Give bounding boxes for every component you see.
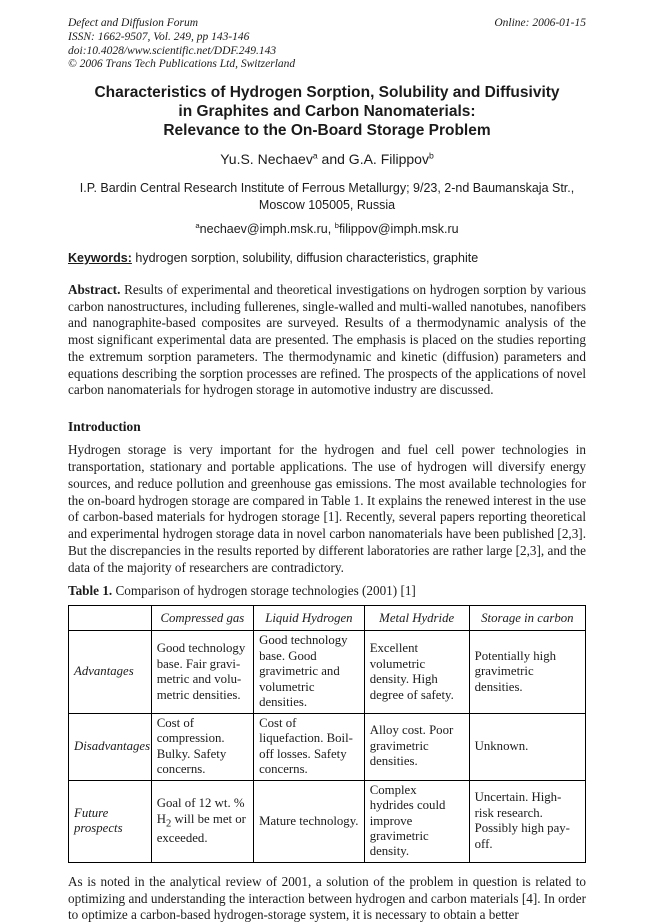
copyright-line: © 2006 Trans Tech Publications Ltd, Switzerland [68,58,296,71]
email-separator: , [327,221,335,236]
table-caption-text: Comparison of hydrogen storage technologies (2001) [1] [112,583,416,599]
row-label-disadvantages: Disadvantages [69,713,152,780]
table-cell: Excellent volumetric density. High degree of safety. [364,631,469,713]
journal-name: Defect and Diffusion Forum [68,17,198,29]
introduction-paragraph: Hydrogen storage is very important for the hydrogen and fuel cell power technologies in transportation, stationary and portable applications. The use of hydrogen will diversify energy sources, and reduce pollution and greenhouse gas emissions. The most available technologies for the on-board hydrogen storage are compared in Table 1. It explains the renewed interest in the use of carbon-based materials for hydrogen storage [1]. Recently, several papers reporting theoretical and experimental hydrogen storage data in novel carbon nanomaterials have been published [2,3]. But the discrepancies in the results reported by different laboratories are rather large [2,3], and the data of the majority of researchers are contradictory. [68,442,586,575]
affiliation-line-1: I.P. Bardin Central Research Institute of Ferrous Metallurgy; 9/23, 2-nd Baumanskaja Str., [79,181,575,196]
table-row-future-prospects [69,780,586,862]
table-cell: Good technology base. Good gravimetric and volumetric densities. [254,631,365,713]
keywords-label: Keywords: [68,250,132,265]
issn-volume-line: ISSN: 1662-9507, Vol. 249, pp 143-146 [68,30,250,43]
keywords-line [68,251,586,265]
online-date: Online: 2006-01-15 [494,17,586,29]
keywords-text: hydrogen sorption, solubility, diffusion characteristics, graphite [131,250,479,265]
email-1: nechaev@imph.msk.ru [199,221,328,236]
abstract [68,282,586,399]
table-row-advantages [69,631,586,713]
email-1-mark: a [195,220,200,230]
row-label-advantages: Advantages [69,631,152,713]
author-1: Yu.S. Nechaev [220,151,313,168]
storage-technologies-table [68,605,586,863]
goal-text-post: will be met or exceeded. [156,811,246,845]
author-2: and G.A. Filippov [317,151,429,168]
affiliation-line-2: Moscow 105005, Russia [258,197,396,212]
emails-line [68,222,586,236]
journal-header [68,17,586,72]
table-header-empty [69,606,152,631]
table-header-row [69,606,586,631]
paper-title-line-2: in Graphites and Carbon Nanomaterials: [178,103,476,121]
table-cell: Cost of compression. Bulky. Safety concerns. [151,713,253,780]
h2-subscript: 2 [165,818,172,830]
goal-text-pre: Goal of 12 wt. % H [156,796,245,826]
affiliation [68,180,586,213]
paper-title-line-3: Relevance to the On-Board Storage Problem [163,122,491,140]
author-1-affiliation-mark: a [312,150,318,161]
table-cell: Complex hydrides could improve gravimetric density. [364,780,469,862]
table-cell: Uncertain. High-risk research. Possibly high pay-off. [469,780,585,862]
table-cell: Potentially high gravimetric densities. [469,631,585,713]
abstract-text: Results of experimental and theoretical investigations on hydrogen sorption by various carbon nanostructures, including fullerenes, single-walled and multi-walled nanotubes, nanofibers and nanographite-based composites are surveyed. Results of a thermodynamic analysis of the most significant experimental data are presented. The emphasis is placed on the studies reporting the extremum sorption parameters. The thermodynamic and kinetic (diffusion) parameters and equations describing the sorption processes are refined. The prospects of the applications of novel carbon nanomaterials for hydrogen storage in automotive industry are discussed. [68,281,586,398]
row-label-future-prospects: Future prospects [69,780,152,862]
journal-header-left [68,17,295,72]
abstract-label: Abstract. [68,281,121,297]
table-row-disadvantages [69,713,586,780]
email-2-mark: b [334,220,339,230]
table-cell: Good technology base. Fair gravi-metric and volu-metric densities. [151,631,253,713]
table-cell: Cost of liquefaction. Boil-off losses. Safety concerns. [254,713,365,780]
table-caption-label: Table 1. [68,583,113,599]
author-2-affiliation-mark: b [428,150,434,161]
table-caption [68,583,586,599]
table-cell-goal [151,780,253,862]
table-header-storage-in-carbon: Storage in carbon [469,606,585,631]
closing-paragraph: As is noted in the analytical review of 2001, a solution of the problem in question is related to optimizing and understanding the interaction between hydrogen and carbon materials [4]. In order to optimize a carbon-based hydrogen-storage system, it is necessary to obtain a better [68,873,586,923]
table-cell: Mature technology. [254,780,365,862]
table-cell: Unknown. [469,713,585,780]
table-cell: Alloy cost. Poor gravimetric densities. [364,713,469,780]
table-header-metal-hydride: Metal Hydride [364,606,469,631]
table-header-compressed-gas: Compressed gas [151,606,253,631]
doi-line: doi:10.4028/www.scientific.net/DDF.249.143 [68,44,277,57]
paper-title-line-1: Characteristics of Hydrogen Sorption, Solubility and Diffusivity [94,84,560,102]
table-header-liquid-hydrogen: Liquid Hydrogen [254,606,365,631]
email-2: filippov@imph.msk.ru [338,221,459,236]
section-heading-introduction: Introduction [68,419,141,435]
paper-title [68,83,586,140]
authors-line [68,151,586,167]
